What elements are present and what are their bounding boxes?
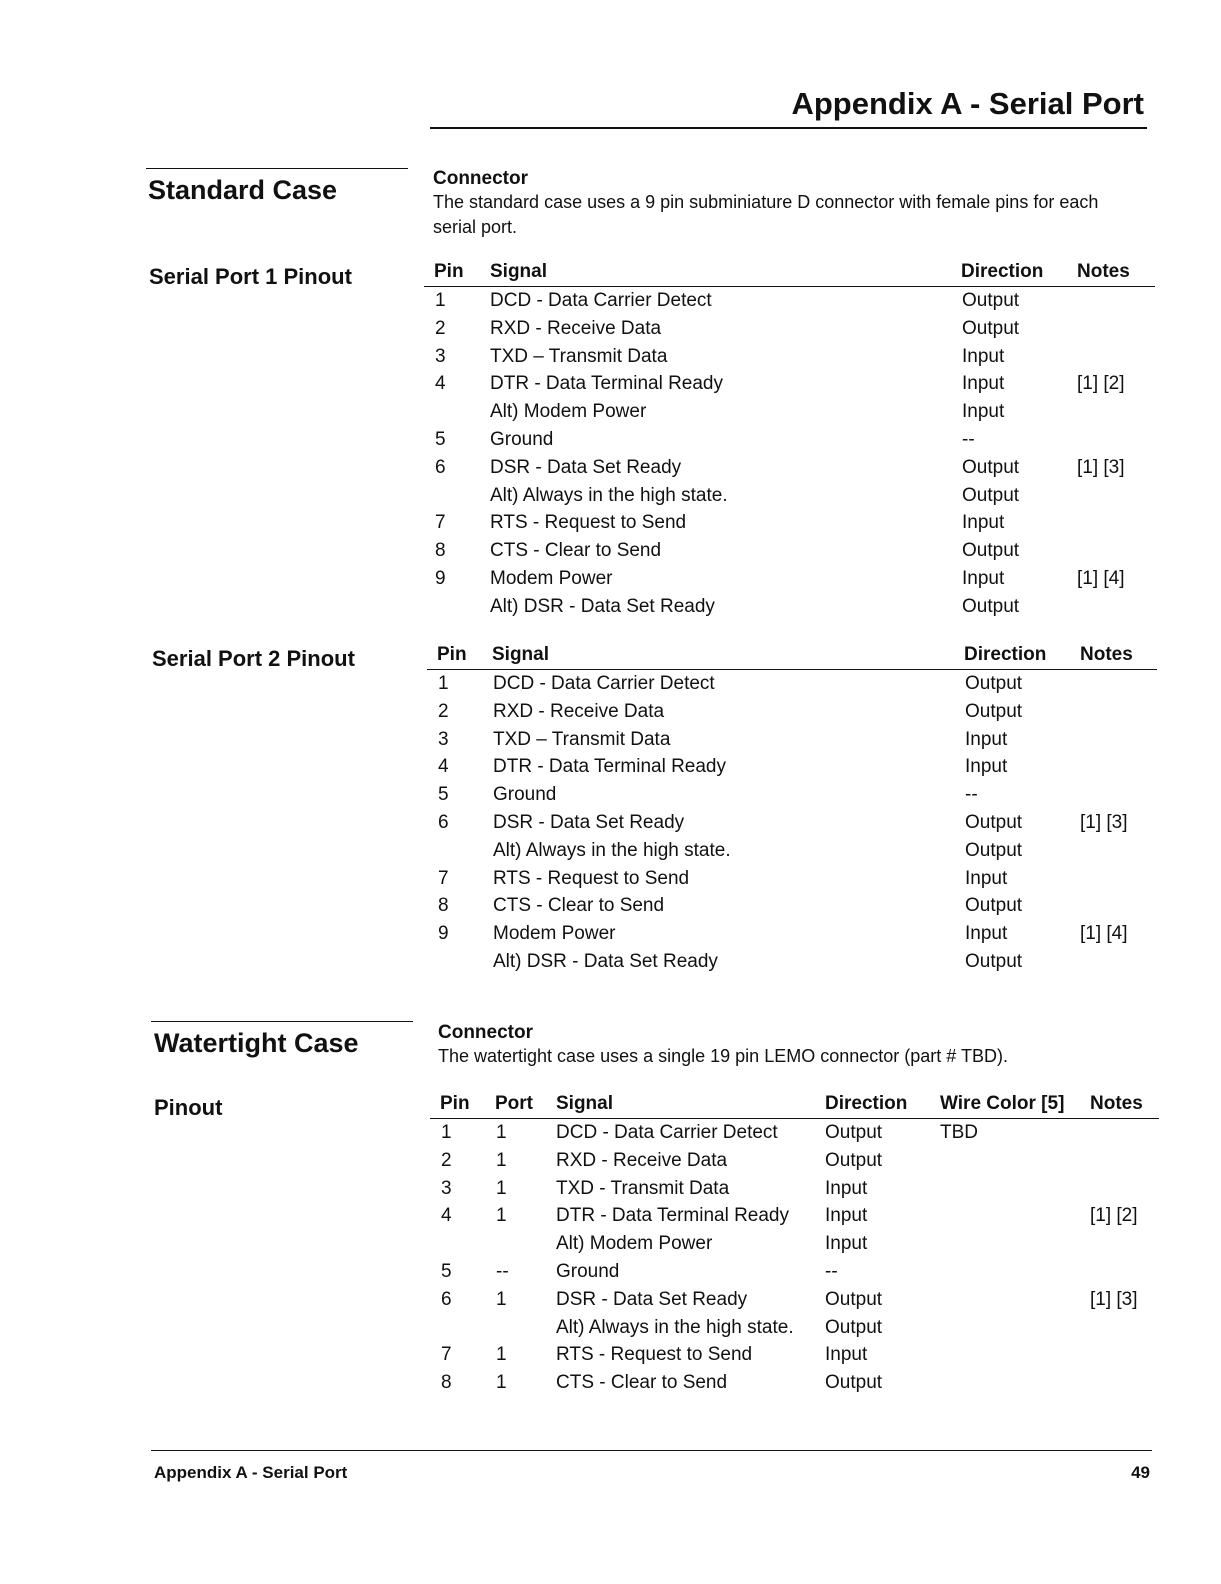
table-row: [427, 670, 1157, 698]
standard-connector-label: Connector: [433, 168, 528, 189]
signal-cell: RTS - Request to Send: [490, 512, 687, 534]
page-number: 49: [1131, 1463, 1150, 1482]
col-direction: Direction: [961, 261, 1044, 282]
signal-cell: Alt) DSR - Data Set Ready: [490, 595, 715, 617]
signal-cell: Alt) Modem Power: [556, 1233, 713, 1255]
watertight-pinout-heading: Pinout: [154, 1095, 223, 1120]
direction-cell: Input: [825, 1205, 868, 1227]
pin-cell: 6: [438, 811, 449, 833]
direction-cell: --: [965, 784, 978, 806]
direction-cell: Output: [965, 673, 1023, 694]
pin-cell: 7: [441, 1344, 452, 1366]
pin-cell: 2: [438, 700, 449, 722]
direction-cell: Output: [825, 1122, 883, 1143]
table-row: [430, 1286, 1159, 1314]
signal-cell: RTS - Request to Send: [493, 867, 690, 889]
pin-cell: 2: [441, 1149, 452, 1171]
standard-case-heading: Standard Case: [148, 175, 338, 205]
notes-cell: [1] [3]: [1090, 1288, 1138, 1310]
table-row: [427, 753, 1157, 781]
table-row: [430, 1369, 1159, 1397]
port-cell: 1: [496, 1372, 507, 1394]
watertight-body: [430, 1119, 1159, 1397]
notes-cell: [1] [3]: [1080, 811, 1128, 833]
pin-cell: 6: [441, 1288, 452, 1310]
standard-case-rule: [146, 168, 408, 169]
pin-cell: 8: [441, 1372, 452, 1394]
signal-cell: Alt) DSR - Data Set Ready: [493, 950, 718, 972]
pin-cell: 7: [435, 512, 446, 534]
signal-cell: DSR - Data Set Ready: [493, 811, 685, 833]
direction-cell: Output: [825, 1316, 883, 1338]
table-row: [424, 537, 1155, 565]
port-cell: 1: [496, 1344, 507, 1366]
notes-cell: [1] [2]: [1077, 373, 1125, 395]
table-row: [424, 315, 1155, 343]
watertight-case-rule: [151, 1021, 413, 1022]
col-notes: Notes: [1077, 261, 1130, 282]
table-row: [427, 865, 1157, 893]
direction-cell: Output: [962, 540, 1020, 562]
pin-cell: 2: [435, 317, 446, 339]
pin-cell: 4: [435, 373, 446, 395]
table-row: [424, 287, 1155, 315]
footer-rule: [151, 1450, 1152, 1451]
direction-cell: --: [962, 428, 975, 450]
signal-cell: TXD – Transmit Data: [493, 728, 671, 750]
direction-cell: Output: [965, 700, 1023, 722]
direction-cell: Input: [825, 1177, 868, 1199]
col-signal: Signal: [490, 261, 548, 282]
pin-cell: 5: [435, 428, 446, 450]
direction-cell: Input: [965, 728, 1008, 750]
signal-cell: Alt) Always in the high state.: [493, 839, 731, 861]
col-pin: Pin: [437, 644, 467, 665]
signal-cell: Alt) Always in the high state.: [490, 484, 728, 506]
table-row: [430, 1147, 1159, 1175]
table-row: [424, 370, 1155, 398]
table-row: [430, 1119, 1159, 1147]
table-row: [424, 343, 1155, 371]
pin-cell: 9: [438, 923, 449, 945]
pin-cell: 3: [441, 1177, 452, 1199]
watertight-case-heading: Watertight Case: [154, 1028, 359, 1058]
table-row: [427, 948, 1157, 976]
pin-cell: 5: [441, 1260, 452, 1282]
direction-cell: Input: [825, 1344, 868, 1366]
page-title: Appendix A - Serial Port: [791, 86, 1144, 121]
direction-cell: Input: [962, 567, 1005, 589]
signal-cell: DTR - Data Terminal Ready: [493, 756, 727, 778]
signal-cell: DCD - Data Carrier Detect: [493, 673, 715, 694]
table-row: [427, 809, 1157, 837]
pin-cell: 6: [435, 456, 446, 478]
signal-cell: CTS - Clear to Send: [556, 1372, 728, 1394]
direction-cell: Input: [962, 512, 1005, 534]
standard-connector-text: The standard case uses a 9 pin subminiature D connector with female pins for each serial port.: [433, 192, 1099, 237]
pin-cell: 1: [441, 1122, 452, 1143]
col-pin: Pin: [434, 261, 464, 282]
serial-port-2-table: [427, 643, 1157, 976]
port-cell: 1: [496, 1122, 507, 1143]
table-row: [430, 1258, 1159, 1286]
col-signal: Signal: [492, 644, 550, 665]
pin-cell: 3: [438, 728, 449, 750]
notes-cell: [1] [2]: [1090, 1205, 1138, 1227]
port-cell: 1: [496, 1205, 507, 1227]
signal-cell: DSR - Data Set Ready: [490, 456, 682, 478]
pin-cell: 3: [435, 345, 446, 367]
table-row: [427, 698, 1157, 726]
pin-cell: 8: [435, 540, 446, 562]
port-cell: 1: [496, 1177, 507, 1199]
direction-cell: Output: [965, 950, 1023, 972]
table-row: [427, 892, 1157, 920]
pin-cell: 1: [435, 290, 446, 311]
table-row: [430, 1314, 1159, 1342]
col-wire-color: Wire Color [5]: [940, 1093, 1065, 1114]
col-notes: Notes: [1090, 1093, 1143, 1114]
signal-cell: RXD - Receive Data: [556, 1149, 728, 1171]
signal-cell: TXD – Transmit Data: [490, 345, 668, 367]
table-row: [430, 1230, 1159, 1258]
table-row: [430, 1202, 1159, 1230]
direction-cell: Input: [962, 401, 1005, 423]
serial-port-1-body: [424, 287, 1155, 621]
signal-cell: Ground: [490, 428, 554, 450]
table-row: [427, 920, 1157, 948]
direction-cell: Output: [962, 317, 1020, 339]
notes-cell: [1] [4]: [1080, 923, 1128, 945]
table-row: [427, 781, 1157, 809]
direction-cell: Input: [965, 756, 1008, 778]
serial-port-1-table: [424, 260, 1155, 621]
watertight-connector-label: Connector: [438, 1022, 533, 1043]
signal-cell: DCD - Data Carrier Detect: [556, 1122, 778, 1143]
direction-cell: Output: [962, 456, 1020, 478]
direction-cell: Output: [965, 895, 1023, 917]
signal-cell: RXD - Receive Data: [493, 700, 665, 722]
direction-cell: Input: [962, 345, 1005, 367]
direction-cell: --: [825, 1260, 838, 1282]
table-row: [424, 398, 1155, 426]
signal-cell: RTS - Request to Send: [556, 1344, 753, 1366]
signal-cell: DTR - Data Terminal Ready: [490, 373, 724, 395]
signal-cell: Ground: [493, 784, 557, 806]
signal-cell: CTS - Clear to Send: [493, 895, 665, 917]
table-row: [427, 726, 1157, 754]
col-direction: Direction: [964, 644, 1047, 665]
pin-cell: 5: [438, 784, 449, 806]
signal-cell: DSR - Data Set Ready: [556, 1288, 748, 1310]
header-rule: [430, 127, 1147, 129]
direction-cell: Output: [825, 1288, 883, 1310]
table-row: [430, 1175, 1159, 1203]
signal-cell: Modem Power: [490, 567, 613, 589]
serial-port-1-heading: Serial Port 1 Pinout: [149, 264, 352, 289]
direction-cell: Input: [825, 1233, 868, 1255]
watertight-connector-text: The watertight case uses a single 19 pin LEMO connector (part # TBD).: [438, 1046, 1008, 1066]
pin-cell: 4: [441, 1205, 452, 1227]
direction-cell: Input: [965, 923, 1008, 945]
table-row: [424, 426, 1155, 454]
notes-cell: [1] [3]: [1077, 456, 1125, 478]
direction-cell: Output: [965, 811, 1023, 833]
signal-cell: Modem Power: [493, 923, 616, 945]
serial-port-2-header-row: [427, 643, 1157, 670]
direction-cell: Output: [825, 1372, 883, 1394]
col-pin: Pin: [440, 1093, 470, 1114]
pin-cell: 4: [438, 756, 449, 778]
col-notes: Notes: [1080, 644, 1133, 665]
pin-cell: 8: [438, 895, 449, 917]
signal-cell: TXD - Transmit Data: [556, 1177, 730, 1199]
pin-cell: 7: [438, 867, 449, 889]
table-row: [430, 1341, 1159, 1369]
direction-cell: Input: [962, 373, 1005, 395]
col-direction: Direction: [825, 1093, 908, 1114]
serial-port-2-heading: Serial Port 2 Pinout: [152, 646, 355, 671]
wire-color-cell: TBD: [940, 1122, 978, 1143]
direction-cell: Output: [965, 839, 1023, 861]
serial-port-1-header-row: [424, 260, 1155, 287]
signal-cell: DCD - Data Carrier Detect: [490, 290, 712, 311]
port-cell: 1: [496, 1288, 507, 1310]
signal-cell: RXD - Receive Data: [490, 317, 662, 339]
col-port: Port: [495, 1093, 533, 1114]
direction-cell: Output: [825, 1149, 883, 1171]
signal-cell: Alt) Modem Power: [490, 401, 647, 423]
watertight-header-row: [430, 1092, 1159, 1119]
pin-cell: 1: [438, 673, 449, 694]
signal-cell: CTS - Clear to Send: [490, 540, 662, 562]
col-signal: Signal: [556, 1093, 614, 1114]
signal-cell: DTR - Data Terminal Ready: [556, 1205, 790, 1227]
table-row: [424, 482, 1155, 510]
port-cell: 1: [496, 1149, 507, 1171]
table-row: [424, 593, 1155, 621]
signal-cell: Ground: [556, 1260, 620, 1282]
table-row: [424, 565, 1155, 593]
port-cell: --: [496, 1260, 509, 1282]
direction-cell: Output: [962, 595, 1020, 617]
table-row: [424, 509, 1155, 537]
notes-cell: [1] [4]: [1077, 567, 1125, 589]
direction-cell: Output: [962, 290, 1020, 311]
watertight-pinout-table: [430, 1092, 1159, 1397]
signal-cell: Alt) Always in the high state.: [556, 1316, 794, 1338]
footer-title: Appendix A - Serial Port: [154, 1463, 348, 1482]
direction-cell: Output: [962, 484, 1020, 506]
table-row: [427, 837, 1157, 865]
pin-cell: 9: [435, 567, 446, 589]
direction-cell: Input: [965, 867, 1008, 889]
serial-port-2-body: [427, 670, 1157, 976]
table-row: [424, 454, 1155, 482]
